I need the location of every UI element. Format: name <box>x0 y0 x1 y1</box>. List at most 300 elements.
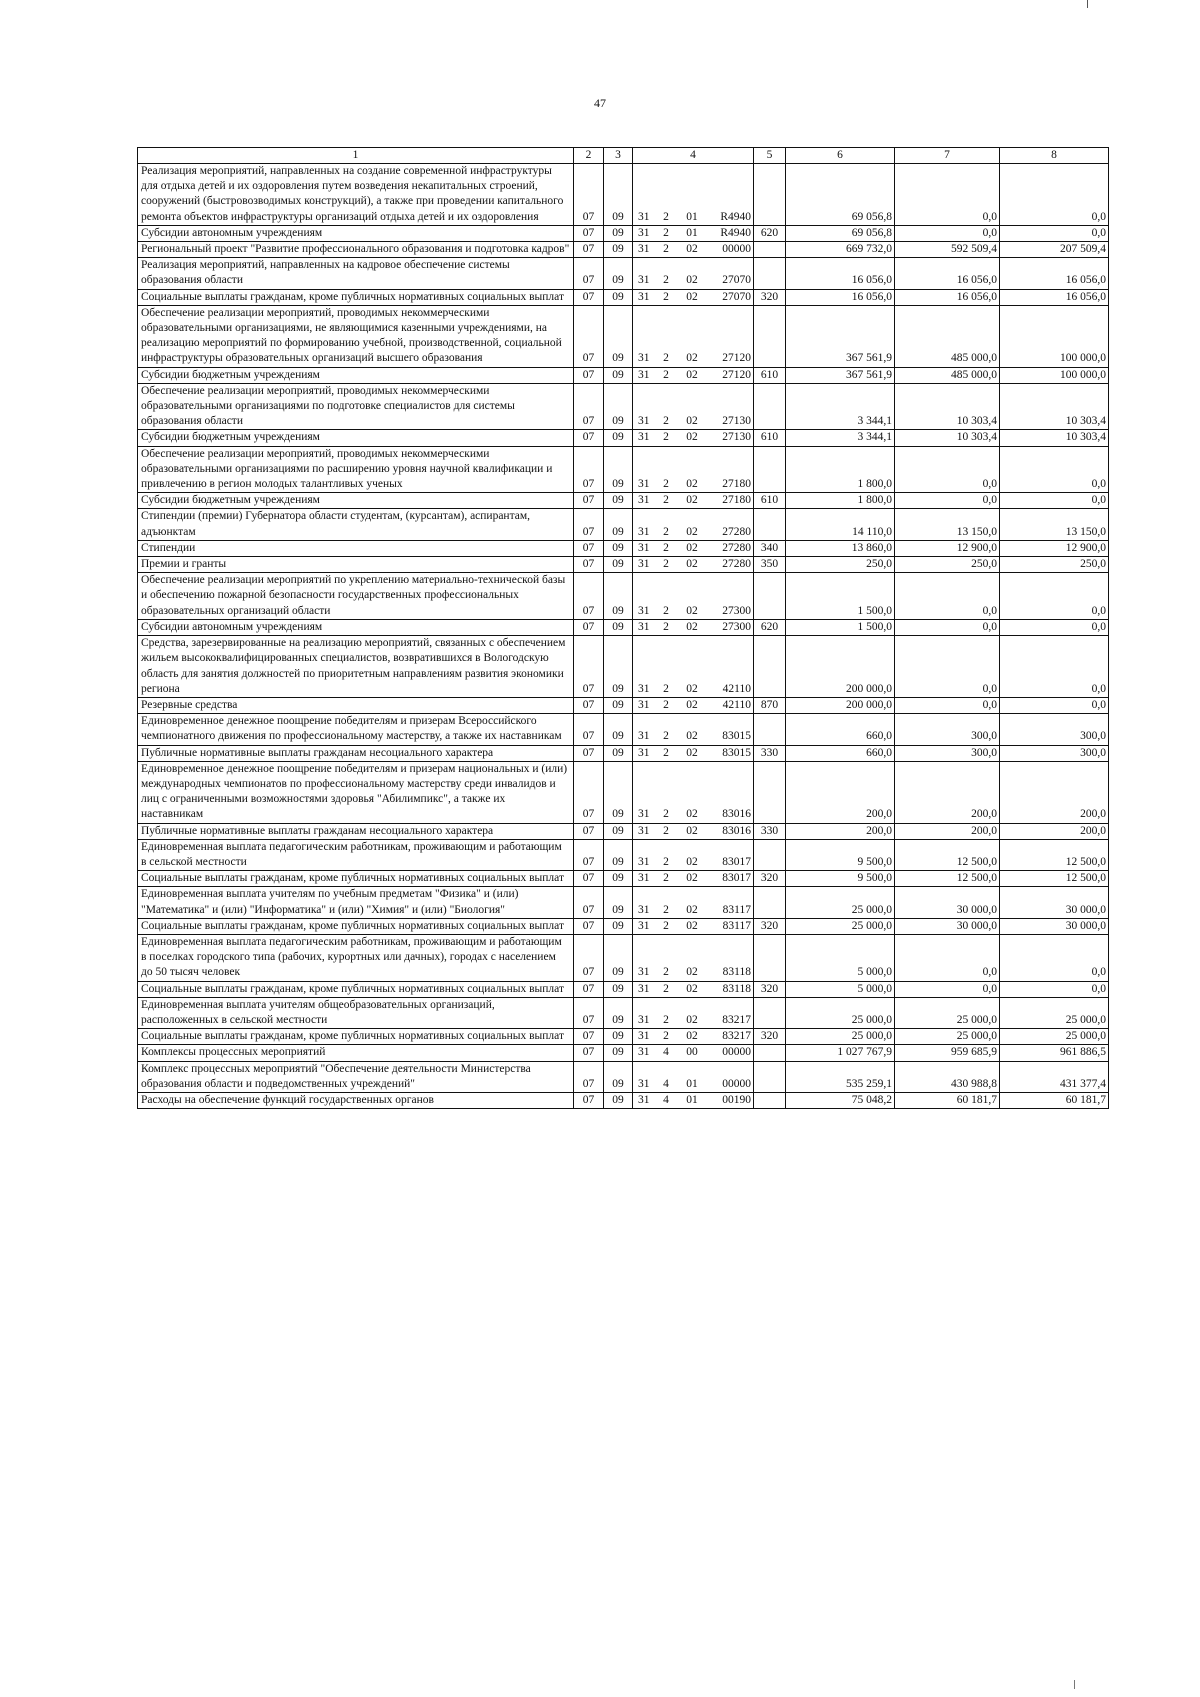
subsection-code: 09 <box>604 887 633 918</box>
amount-year-3: 300,0 <box>1000 745 1109 761</box>
target-article-direction: 27130 <box>707 430 754 446</box>
amount-year-3: 12 500,0 <box>1000 839 1109 870</box>
target-article-event: 02 <box>678 1029 707 1045</box>
target-article-program: 31 <box>633 697 655 713</box>
subsection-code: 09 <box>604 289 633 305</box>
expense-type-code: 320 <box>754 289 786 305</box>
expense-type-code: 320 <box>754 871 786 887</box>
section-code: 07 <box>574 289 604 305</box>
row-name: Социальные выплаты гражданам, кроме публичных нормативных социальных выплат <box>138 981 574 997</box>
subsection-code: 09 <box>604 823 633 839</box>
table-row <box>138 557 1109 573</box>
target-article-event: 02 <box>678 430 707 446</box>
table-header <box>138 148 1109 164</box>
amount-year-3: 961 886,5 <box>1000 1045 1109 1061</box>
target-article-direction: 00190 <box>707 1092 754 1108</box>
amount-year-3: 60 181,7 <box>1000 1092 1109 1108</box>
amount-year-1: 69 056,8 <box>786 225 895 241</box>
target-article-program: 31 <box>633 745 655 761</box>
section-code: 07 <box>574 761 604 823</box>
section-code: 07 <box>574 714 604 745</box>
target-article-type: 2 <box>655 573 678 620</box>
subsection-code: 09 <box>604 745 633 761</box>
subsection-code: 09 <box>604 997 633 1028</box>
section-code: 07 <box>574 1061 604 1092</box>
header-cell: 4 <box>633 148 754 164</box>
amount-year-3: 30 000,0 <box>1000 918 1109 934</box>
target-article-event: 02 <box>678 981 707 997</box>
section-code: 07 <box>574 981 604 997</box>
expense-type-code <box>754 997 786 1028</box>
amount-year-2: 16 056,0 <box>895 258 1000 289</box>
target-article-direction: 83118 <box>707 981 754 997</box>
target-article-type: 4 <box>655 1061 678 1092</box>
row-name: Единовременная выплата учителям по учебным предметам "Физика" и (или) "Математика" и (или) "Информатика" и (или) "Химия" и (или) "Биология" <box>138 887 574 918</box>
subsection-code: 09 <box>604 573 633 620</box>
expense-type-code <box>754 573 786 620</box>
target-article-direction: 83217 <box>707 1029 754 1045</box>
target-article-type: 2 <box>655 557 678 573</box>
amount-year-1: 5 000,0 <box>786 981 895 997</box>
amount-year-3: 0,0 <box>1000 981 1109 997</box>
target-article-type: 2 <box>655 289 678 305</box>
expense-type-code <box>754 1092 786 1108</box>
expense-type-code: 330 <box>754 823 786 839</box>
target-article-type: 2 <box>655 636 678 698</box>
target-article-event: 02 <box>678 997 707 1028</box>
table-row <box>138 1045 1109 1061</box>
section-code: 07 <box>574 997 604 1028</box>
header-cell: 8 <box>1000 148 1109 164</box>
amount-year-1: 16 056,0 <box>786 258 895 289</box>
target-article-type: 2 <box>655 367 678 383</box>
expense-type-code <box>754 761 786 823</box>
amount-year-1: 669 732,0 <box>786 242 895 258</box>
expense-type-code <box>754 242 786 258</box>
table-row <box>138 225 1109 241</box>
target-article-event: 01 <box>678 1061 707 1092</box>
amount-year-1: 367 561,9 <box>786 367 895 383</box>
amount-year-2: 30 000,0 <box>895 887 1000 918</box>
subsection-code: 09 <box>604 1029 633 1045</box>
amount-year-2: 30 000,0 <box>895 918 1000 934</box>
amount-year-1: 1 800,0 <box>786 493 895 509</box>
table-row <box>138 745 1109 761</box>
amount-year-1: 69 056,8 <box>786 164 895 226</box>
target-article-direction: 83016 <box>707 761 754 823</box>
budget-table <box>137 147 1109 1109</box>
amount-year-2: 12 500,0 <box>895 839 1000 870</box>
table-row <box>138 619 1109 635</box>
expense-type-code <box>754 258 786 289</box>
row-name: Публичные нормативные выплаты гражданам несоциального характера <box>138 745 574 761</box>
table-row <box>138 446 1109 493</box>
subsection-code: 09 <box>604 918 633 934</box>
amount-year-3: 0,0 <box>1000 164 1109 226</box>
amount-year-1: 16 056,0 <box>786 289 895 305</box>
header-cell: 1 <box>138 148 574 164</box>
row-name: Расходы на обеспечение функций государственных органов <box>138 1092 574 1108</box>
target-article-direction: 27180 <box>707 446 754 493</box>
subsection-code: 09 <box>604 225 633 241</box>
amount-year-2: 300,0 <box>895 714 1000 745</box>
amount-year-3: 0,0 <box>1000 446 1109 493</box>
expense-type-code <box>754 305 786 367</box>
row-name: Социальные выплаты гражданам, кроме публичных нормативных социальных выплат <box>138 1029 574 1045</box>
section-code: 07 <box>574 1045 604 1061</box>
row-name: Субсидии бюджетным учреждениям <box>138 493 574 509</box>
target-article-direction: 27070 <box>707 258 754 289</box>
subsection-code: 09 <box>604 697 633 713</box>
target-article-type: 2 <box>655 934 678 981</box>
amount-year-3: 30 000,0 <box>1000 887 1109 918</box>
target-article-event: 02 <box>678 823 707 839</box>
header-cell: 2 <box>574 148 604 164</box>
target-article-direction: 83118 <box>707 934 754 981</box>
target-article-event: 01 <box>678 164 707 226</box>
target-article-event: 02 <box>678 540 707 556</box>
target-article-type: 2 <box>655 619 678 635</box>
section-code: 07 <box>574 839 604 870</box>
target-article-program: 31 <box>633 242 655 258</box>
page-number: 47 <box>594 96 606 110</box>
row-name: Социальные выплаты гражданам, кроме публичных нормативных социальных выплат <box>138 918 574 934</box>
target-article-type: 2 <box>655 887 678 918</box>
target-article-program: 31 <box>633 305 655 367</box>
target-article-type: 2 <box>655 540 678 556</box>
row-name: Субсидии автономным учреждениям <box>138 225 574 241</box>
amount-year-2: 16 056,0 <box>895 289 1000 305</box>
section-code: 07 <box>574 509 604 540</box>
amount-year-1: 25 000,0 <box>786 887 895 918</box>
row-name: Стипендии (премии) Губернатора области студентам, (курсантам), аспирантам, адъюнктам <box>138 509 574 540</box>
subsection-code: 09 <box>604 714 633 745</box>
target-article-type: 2 <box>655 242 678 258</box>
target-article-type: 2 <box>655 1029 678 1045</box>
amount-year-3: 10 303,4 <box>1000 430 1109 446</box>
target-article-direction: 27120 <box>707 367 754 383</box>
table-row <box>138 839 1109 870</box>
amount-year-1: 25 000,0 <box>786 1029 895 1045</box>
scan-mark-bottom <box>1074 1680 1075 1689</box>
target-article-direction: 27180 <box>707 493 754 509</box>
amount-year-3: 13 150,0 <box>1000 509 1109 540</box>
row-name: Субсидии бюджетным учреждениям <box>138 430 574 446</box>
target-article-program: 31 <box>633 258 655 289</box>
amount-year-2: 10 303,4 <box>895 383 1000 430</box>
target-article-program: 31 <box>633 714 655 745</box>
expense-type-code: 320 <box>754 981 786 997</box>
target-article-program: 31 <box>633 509 655 540</box>
table-row <box>138 981 1109 997</box>
target-article-direction: 83117 <box>707 887 754 918</box>
table-row <box>138 1061 1109 1092</box>
amount-year-1: 14 110,0 <box>786 509 895 540</box>
target-article-event: 02 <box>678 557 707 573</box>
target-article-event: 02 <box>678 745 707 761</box>
target-article-event: 02 <box>678 887 707 918</box>
target-article-program: 31 <box>633 557 655 573</box>
amount-year-2: 485 000,0 <box>895 305 1000 367</box>
subsection-code: 09 <box>604 305 633 367</box>
target-article-event: 02 <box>678 383 707 430</box>
target-article-program: 31 <box>633 493 655 509</box>
target-article-direction: R4940 <box>707 225 754 241</box>
row-name: Реализация мероприятий, направленных на кадровое обеспечение системы образования области <box>138 258 574 289</box>
subsection-code: 09 <box>604 619 633 635</box>
target-article-direction: 00000 <box>707 1061 754 1092</box>
section-code: 07 <box>574 745 604 761</box>
target-article-type: 2 <box>655 258 678 289</box>
amount-year-1: 535 259,1 <box>786 1061 895 1092</box>
target-article-direction: 83017 <box>707 839 754 870</box>
table-body <box>138 164 1109 1109</box>
amount-year-2: 0,0 <box>895 697 1000 713</box>
target-article-program: 31 <box>633 997 655 1028</box>
target-article-direction: 27070 <box>707 289 754 305</box>
amount-year-3: 0,0 <box>1000 493 1109 509</box>
amount-year-3: 300,0 <box>1000 714 1109 745</box>
table-row <box>138 258 1109 289</box>
table-row <box>138 509 1109 540</box>
subsection-code: 09 <box>604 557 633 573</box>
amount-year-3: 16 056,0 <box>1000 258 1109 289</box>
target-article-event: 02 <box>678 573 707 620</box>
target-article-program: 31 <box>633 934 655 981</box>
amount-year-2: 592 509,4 <box>895 242 1000 258</box>
section-code: 07 <box>574 1092 604 1108</box>
table-row <box>138 934 1109 981</box>
expense-type-code <box>754 714 786 745</box>
table-row <box>138 540 1109 556</box>
table-row <box>138 761 1109 823</box>
target-article-event: 02 <box>678 839 707 870</box>
expense-type-code <box>754 839 786 870</box>
target-article-type: 2 <box>655 164 678 226</box>
subsection-code: 09 <box>604 981 633 997</box>
amount-year-1: 1 027 767,9 <box>786 1045 895 1061</box>
header-cell: 6 <box>786 148 895 164</box>
section-code: 07 <box>574 383 604 430</box>
amount-year-1: 200,0 <box>786 761 895 823</box>
target-article-program: 31 <box>633 446 655 493</box>
amount-year-3: 207 509,4 <box>1000 242 1109 258</box>
subsection-code: 09 <box>604 493 633 509</box>
amount-year-2: 25 000,0 <box>895 997 1000 1028</box>
target-article-direction: 27300 <box>707 619 754 635</box>
subsection-code: 09 <box>604 430 633 446</box>
target-article-event: 02 <box>678 242 707 258</box>
expense-type-code: 320 <box>754 918 786 934</box>
expense-type-code: 610 <box>754 367 786 383</box>
target-article-event: 02 <box>678 934 707 981</box>
table-row <box>138 164 1109 226</box>
amount-year-2: 12 500,0 <box>895 871 1000 887</box>
target-article-event: 02 <box>678 619 707 635</box>
target-article-event: 01 <box>678 1092 707 1108</box>
target-article-type: 2 <box>655 745 678 761</box>
target-article-program: 31 <box>633 619 655 635</box>
target-article-type: 4 <box>655 1045 678 1061</box>
target-article-type: 2 <box>655 383 678 430</box>
amount-year-3: 0,0 <box>1000 619 1109 635</box>
section-code: 07 <box>574 619 604 635</box>
expense-type-code: 330 <box>754 745 786 761</box>
target-article-direction: 27280 <box>707 509 754 540</box>
amount-year-3: 250,0 <box>1000 557 1109 573</box>
target-article-direction: 83217 <box>707 997 754 1028</box>
subsection-code: 09 <box>604 258 633 289</box>
amount-year-3: 25 000,0 <box>1000 1029 1109 1045</box>
row-name: Обеспечение реализации мероприятий по укреплению материально-технической базы и обеспечению пожарной безопасности государственных профессиональных образовательных организаций области <box>138 573 574 620</box>
table-row <box>138 573 1109 620</box>
row-name: Единовременная выплата педагогическим работникам, проживающим и работающим в поселках городского типа (рабочих, курортных или дачных), городах с населением до 50 тысяч человек <box>138 934 574 981</box>
section-code: 07 <box>574 164 604 226</box>
subsection-code: 09 <box>604 839 633 870</box>
table-row <box>138 289 1109 305</box>
subsection-code: 09 <box>604 383 633 430</box>
amount-year-1: 200,0 <box>786 823 895 839</box>
amount-year-3: 12 900,0 <box>1000 540 1109 556</box>
amount-year-3: 0,0 <box>1000 573 1109 620</box>
amount-year-3: 0,0 <box>1000 225 1109 241</box>
expense-type-code <box>754 887 786 918</box>
subsection-code: 09 <box>604 242 633 258</box>
expense-type-code: 320 <box>754 1029 786 1045</box>
section-code: 07 <box>574 1029 604 1045</box>
amount-year-1: 5 000,0 <box>786 934 895 981</box>
target-article-type: 2 <box>655 493 678 509</box>
expense-type-code <box>754 509 786 540</box>
target-article-direction: 27280 <box>707 540 754 556</box>
table-row <box>138 1029 1109 1045</box>
section-code: 07 <box>574 871 604 887</box>
target-article-program: 31 <box>633 761 655 823</box>
amount-year-2: 0,0 <box>895 573 1000 620</box>
amount-year-2: 200,0 <box>895 761 1000 823</box>
target-article-direction: 83117 <box>707 918 754 934</box>
expense-type-code <box>754 1061 786 1092</box>
target-article-program: 31 <box>633 839 655 870</box>
row-name: Комплекс процессных мероприятий "Обеспечение деятельности Министерства образования области и подведомственных учреждений" <box>138 1061 574 1092</box>
table-row <box>138 918 1109 934</box>
section-code: 07 <box>574 493 604 509</box>
expense-type-code: 610 <box>754 493 786 509</box>
target-article-type: 2 <box>655 509 678 540</box>
target-article-direction: 83016 <box>707 823 754 839</box>
section-code: 07 <box>574 887 604 918</box>
subsection-code: 09 <box>604 509 633 540</box>
target-article-direction: 27130 <box>707 383 754 430</box>
amount-year-2: 0,0 <box>895 981 1000 997</box>
subsection-code: 09 <box>604 871 633 887</box>
target-article-type: 2 <box>655 839 678 870</box>
row-name: Субсидии бюджетным учреждениям <box>138 367 574 383</box>
target-article-type: 2 <box>655 761 678 823</box>
header-cell: 7 <box>895 148 1000 164</box>
target-article-direction: 27280 <box>707 557 754 573</box>
target-article-type: 2 <box>655 714 678 745</box>
target-article-event: 02 <box>678 289 707 305</box>
subsection-code: 09 <box>604 164 633 226</box>
row-name: Социальные выплаты гражданам, кроме публичных нормативных социальных выплат <box>138 871 574 887</box>
amount-year-1: 9 500,0 <box>786 871 895 887</box>
row-name: Обеспечение реализации мероприятий, проводимых некоммерческими образовательными организациями по подготовке специалистов для системы образования области <box>138 383 574 430</box>
row-name: Субсидии автономным учреждениям <box>138 619 574 635</box>
target-article-event: 02 <box>678 446 707 493</box>
section-code: 07 <box>574 430 604 446</box>
table-row <box>138 871 1109 887</box>
amount-year-1: 13 860,0 <box>786 540 895 556</box>
target-article-program: 31 <box>633 887 655 918</box>
target-article-type: 2 <box>655 305 678 367</box>
target-article-program: 31 <box>633 871 655 887</box>
target-article-direction: 83015 <box>707 745 754 761</box>
section-code: 07 <box>574 636 604 698</box>
amount-year-2: 0,0 <box>895 493 1000 509</box>
target-article-event: 02 <box>678 636 707 698</box>
section-code: 07 <box>574 242 604 258</box>
target-article-event: 02 <box>678 761 707 823</box>
amount-year-2: 200,0 <box>895 823 1000 839</box>
target-article-program: 31 <box>633 636 655 698</box>
expense-type-code <box>754 934 786 981</box>
row-name: Региональный проект "Развитие профессионального образования и подготовка кадров" <box>138 242 574 258</box>
row-name: Стипендии <box>138 540 574 556</box>
table-row <box>138 367 1109 383</box>
row-name: Обеспечение реализации мероприятий, проводимых некоммерческими образовательными организациями, не являющимися казенными учреждениями, на реализацию мероприятий по формированию учебной, производственной, социальной инфраструктуры образовательных организаций высшего образования <box>138 305 574 367</box>
section-code: 07 <box>574 540 604 556</box>
row-name: Единовременная выплата педагогическим работникам, проживающим и работающим в сельской местности <box>138 839 574 870</box>
expense-type-code: 870 <box>754 697 786 713</box>
subsection-code: 09 <box>604 540 633 556</box>
amount-year-2: 0,0 <box>895 446 1000 493</box>
section-code: 07 <box>574 258 604 289</box>
amount-year-1: 75 048,2 <box>786 1092 895 1108</box>
target-article-program: 31 <box>633 1045 655 1061</box>
target-article-direction: 42110 <box>707 636 754 698</box>
target-article-direction: 83017 <box>707 871 754 887</box>
target-article-program: 31 <box>633 225 655 241</box>
amount-year-1: 660,0 <box>786 745 895 761</box>
amount-year-2: 25 000,0 <box>895 1029 1000 1045</box>
section-code: 07 <box>574 697 604 713</box>
amount-year-1: 367 561,9 <box>786 305 895 367</box>
amount-year-3: 16 056,0 <box>1000 289 1109 305</box>
target-article-type: 2 <box>655 697 678 713</box>
target-article-program: 31 <box>633 1029 655 1045</box>
target-article-program: 31 <box>633 1092 655 1108</box>
target-article-direction: 27300 <box>707 573 754 620</box>
target-article-program: 31 <box>633 164 655 226</box>
section-code: 07 <box>574 446 604 493</box>
table-row <box>138 242 1109 258</box>
scan-mark-top <box>1087 0 1088 8</box>
section-code: 07 <box>574 823 604 839</box>
target-article-event: 02 <box>678 697 707 713</box>
amount-year-2: 0,0 <box>895 934 1000 981</box>
subsection-code: 09 <box>604 446 633 493</box>
target-article-type: 4 <box>655 1092 678 1108</box>
amount-year-1: 3 344,1 <box>786 383 895 430</box>
subsection-code: 09 <box>604 1045 633 1061</box>
target-article-program: 31 <box>633 540 655 556</box>
subsection-code: 09 <box>604 1092 633 1108</box>
table-row <box>138 697 1109 713</box>
amount-year-2: 60 181,7 <box>895 1092 1000 1108</box>
amount-year-1: 1 500,0 <box>786 573 895 620</box>
amount-year-3: 200,0 <box>1000 761 1109 823</box>
